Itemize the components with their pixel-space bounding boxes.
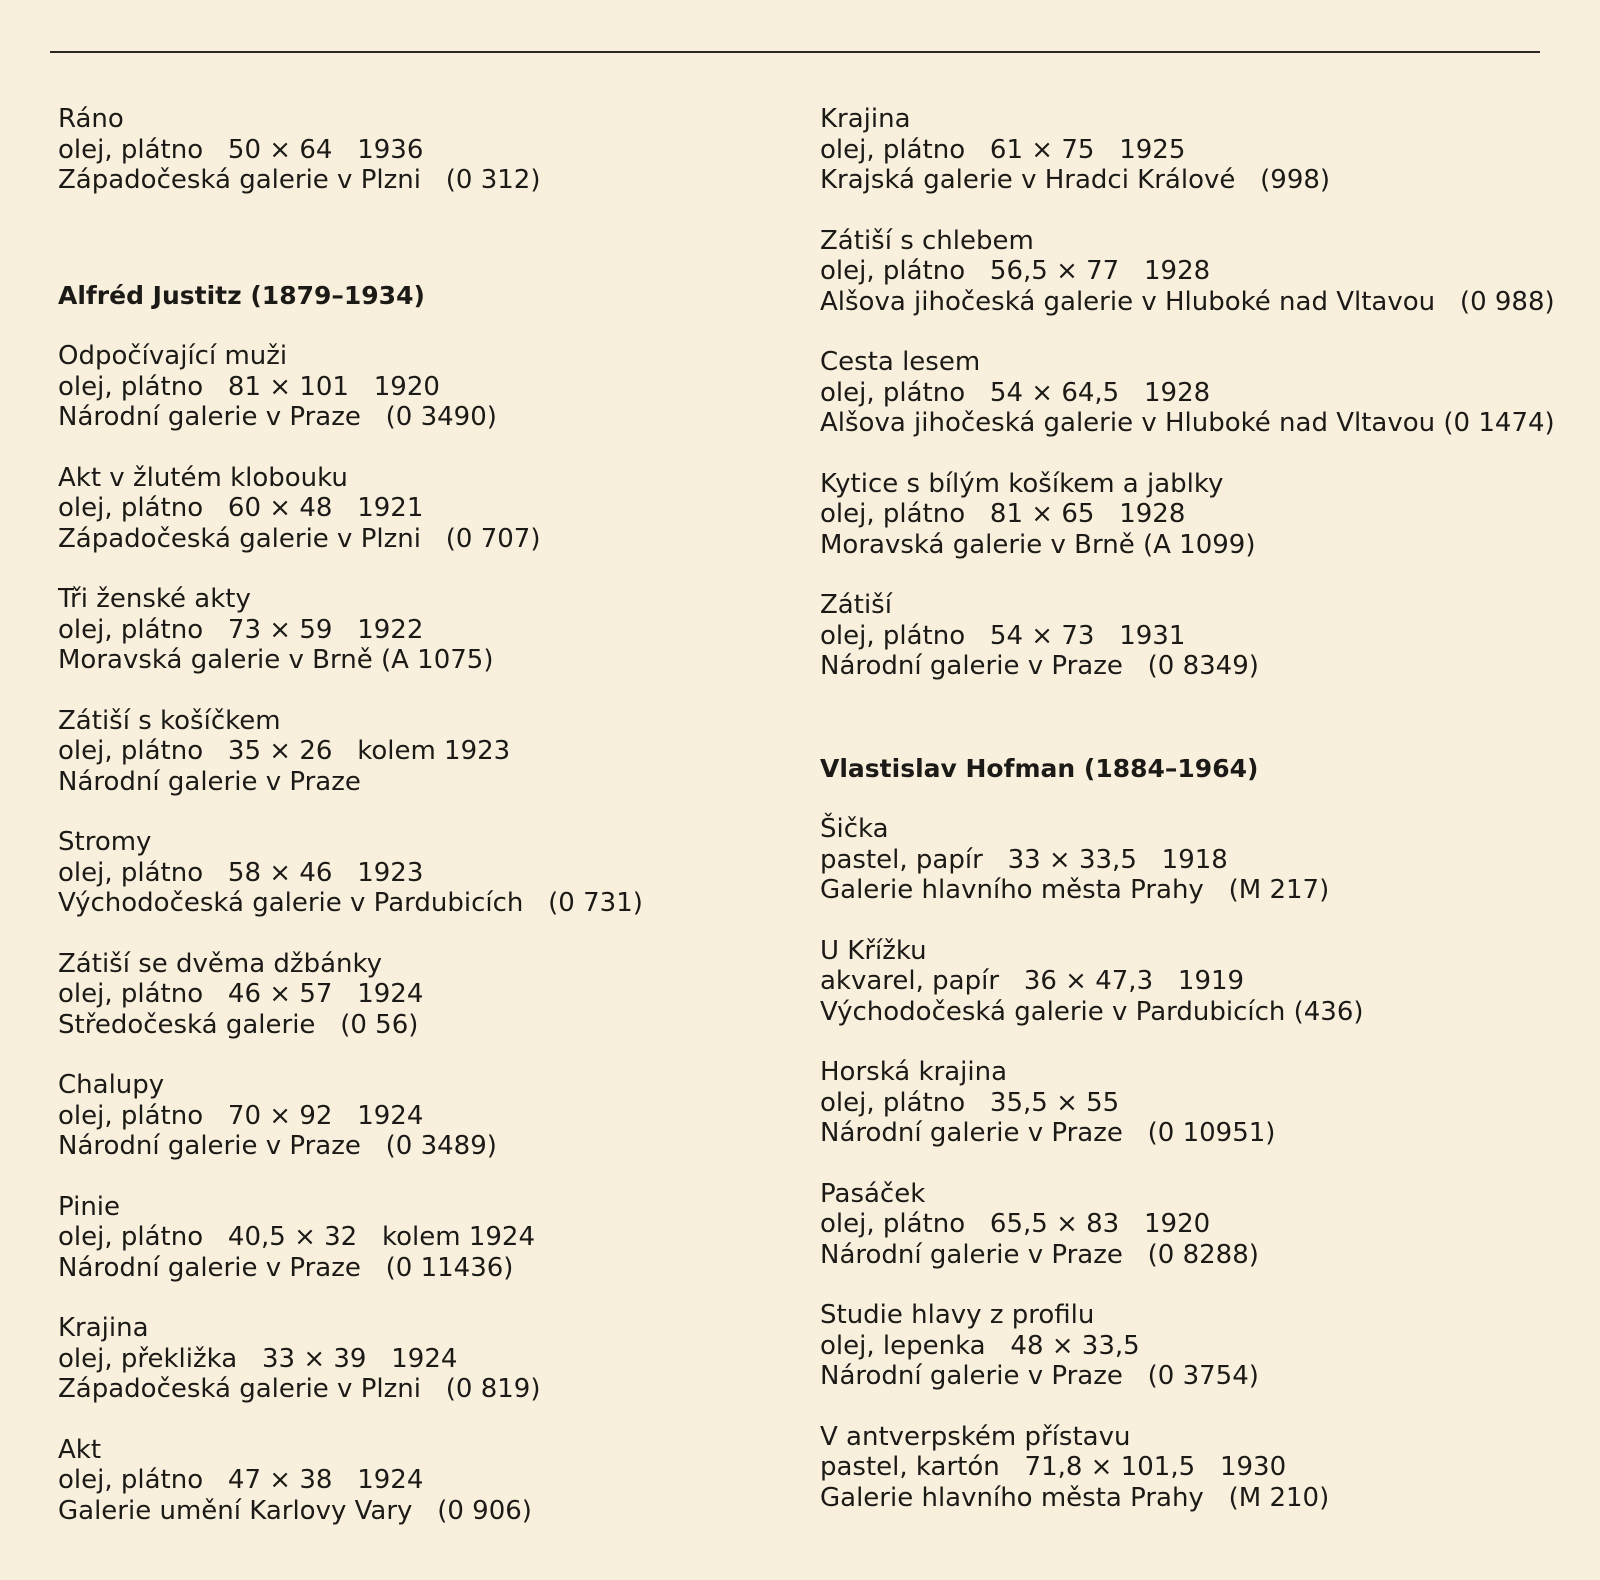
entry-title: Ráno xyxy=(58,104,124,134)
entry-collection: Galerie hlavního města Prahy (M 210) xyxy=(820,1482,1330,1513)
catalog-entry xyxy=(820,1300,1570,1392)
entry-collection: Galerie umění Karlovy Vary (0 906) xyxy=(58,1495,532,1526)
entry-medium: olej, plátno 65,5 × 83 1920 xyxy=(820,1209,1211,1239)
entry-collection: Národní galerie v Praze (0 11436) xyxy=(58,1252,514,1283)
entry-medium: pastel, papír 33 × 33,5 1918 xyxy=(820,844,1228,875)
catalog-entry xyxy=(58,827,808,919)
entry-collection: Západočeská galerie v Plzni (0 819) xyxy=(58,1374,541,1404)
entry-medium: olej, plátno 54 × 64,5 1928 xyxy=(820,377,1211,408)
catalog-entry xyxy=(58,1313,808,1405)
catalog-entry xyxy=(58,104,808,196)
entry-title: Akt v žlutém klobouku xyxy=(58,462,348,493)
catalog-entry xyxy=(58,706,808,798)
entry-medium: olej, plátno 40,5 × 32 kolem 1924 xyxy=(58,1222,536,1252)
entry-title: V antverpském přístavu xyxy=(820,1421,1131,1452)
entry-title: Zátiší s košíčkem xyxy=(58,705,281,736)
entry-medium: olej, plátno 81 × 101 1920 xyxy=(58,371,440,402)
entry-medium: olej, plátno 56,5 × 77 1928 xyxy=(820,256,1211,286)
catalog-entry xyxy=(820,814,1570,906)
entry-medium: olej, lepenka 48 × 33,5 xyxy=(820,1330,1140,1361)
entry-title: Zátiší s chlebem xyxy=(820,225,1034,256)
entry-collection: Krajská galerie v Hradci Králové (998) xyxy=(820,165,1331,195)
entry-medium: olej, překližka 33 × 39 1924 xyxy=(58,1343,458,1374)
entry-collection: Národní galerie v Praze (0 8349) xyxy=(820,651,1259,681)
entry-medium: olej, plátno 47 × 38 1924 xyxy=(58,1465,424,1495)
catalog-entry xyxy=(820,1057,1570,1149)
catalog-entry xyxy=(820,469,1570,561)
catalog-entry xyxy=(820,226,1570,318)
catalog-entry xyxy=(58,1435,808,1527)
entry-collection: Alšova jihočeská galerie v Hluboké nad Vltavou (0 1474) xyxy=(820,408,1555,438)
entry-collection: Západočeská galerie v Plzni (0 707) xyxy=(58,523,541,554)
catalog-entry xyxy=(820,590,1570,682)
entry-title: Horská krajina xyxy=(820,1057,1008,1087)
catalog-entry xyxy=(820,1179,1570,1271)
entry-collection: Východočeská galerie v Pardubicích (436) xyxy=(820,996,1364,1027)
entry-title: Odpočívající muži xyxy=(58,341,288,371)
entry-collection: Národní galerie v Praze (0 10951) xyxy=(820,1118,1276,1148)
entry-collection: Moravská galerie v Brně (A 1075) xyxy=(58,645,494,675)
catalog-entry xyxy=(58,463,808,555)
entry-title: Pasáček xyxy=(820,1178,926,1209)
entry-collection: Alšova jihočeská galerie v Hluboké nad Vltavou (0 988) xyxy=(820,286,1555,317)
entry-title: Cesta lesem xyxy=(820,347,981,377)
catalog-entry xyxy=(820,936,1570,1028)
entry-medium: akvarel, papír 36 × 47,3 1919 xyxy=(820,966,1245,996)
entry-collection: Národní galerie v Praze (0 3754) xyxy=(820,1361,1259,1391)
left-column xyxy=(58,104,808,1556)
entry-title: Šička xyxy=(820,814,889,844)
entry-medium: olej, plátno 81 × 65 1928 xyxy=(820,499,1186,529)
entry-medium: olej, plátno 61 × 75 1925 xyxy=(820,134,1186,165)
entry-collection: Národní galerie v Praze (0 8288) xyxy=(820,1239,1259,1270)
catalog-entry xyxy=(820,104,1570,196)
entry-collection: Národní galerie v Praze (0 3490) xyxy=(58,402,497,432)
entry-medium: olej, plátno 50 × 64 1936 xyxy=(58,134,424,165)
entry-title: Studie hlavy z profilu xyxy=(820,1300,1095,1330)
entry-medium: olej, plátno 54 × 73 1931 xyxy=(820,620,1186,651)
entry-title: Chalupy xyxy=(58,1070,165,1100)
entry-title: Akt xyxy=(58,1434,102,1465)
artist-heading: Vlastislav Hofman (1884–1964) xyxy=(820,753,1259,783)
top-rule xyxy=(50,51,1540,53)
entry-title: Zátiší xyxy=(820,590,892,620)
entry-medium: olej, plátno 46 × 57 1924 xyxy=(58,979,424,1009)
entry-collection: Moravská galerie v Brně (A 1099) xyxy=(820,529,1256,560)
catalog-entry xyxy=(58,949,808,1041)
catalog-entry xyxy=(58,584,808,676)
entry-collection: Východočeská galerie v Pardubicích (0 731) xyxy=(58,888,643,918)
entry-medium: olej, plátno 35 × 26 kolem 1923 xyxy=(58,736,511,766)
catalog-entry xyxy=(820,347,1570,439)
entry-medium: olej, plátno 58 × 46 1923 xyxy=(58,857,424,888)
entry-title: Zátiší se dvěma džbánky xyxy=(58,948,382,979)
entry-medium: olej, plátno 35,5 × 55 xyxy=(820,1087,1120,1118)
entry-collection: Západočeská galerie v Plzni (0 312) xyxy=(58,165,541,195)
entry-medium: olej, plátno 70 × 92 1924 xyxy=(58,1100,424,1131)
entry-title: Kytice s bílým košíkem a jablky xyxy=(820,468,1224,499)
catalog-entry xyxy=(58,1070,808,1162)
entry-title: Krajina xyxy=(820,104,911,134)
entry-title: Stromy xyxy=(58,827,152,857)
entry-title: Krajina xyxy=(58,1313,149,1343)
entry-medium: olej, plátno 60 × 48 1921 xyxy=(58,493,424,523)
entry-collection: Národní galerie v Praze xyxy=(58,766,361,797)
entry-title: U Křížku xyxy=(820,935,927,966)
catalog-entry xyxy=(58,341,808,433)
artist-heading: Alfréd Justitz (1879–1934) xyxy=(58,280,425,310)
entry-collection: Národní galerie v Praze (0 3489) xyxy=(58,1131,497,1161)
entry-title: Tři ženské akty xyxy=(58,584,251,614)
entry-collection: Galerie hlavního města Prahy (M 217) xyxy=(820,875,1330,905)
catalog-entry xyxy=(820,1422,1570,1514)
catalog-entry xyxy=(58,1192,808,1284)
right-column xyxy=(820,104,1570,1543)
entry-collection: Středočeská galerie (0 56) xyxy=(58,1009,419,1040)
entry-title: Pinie xyxy=(58,1191,121,1222)
entry-medium: pastel, kartón 71,8 × 101,5 1930 xyxy=(820,1452,1287,1482)
entry-medium: olej, plátno 73 × 59 1922 xyxy=(58,614,424,645)
